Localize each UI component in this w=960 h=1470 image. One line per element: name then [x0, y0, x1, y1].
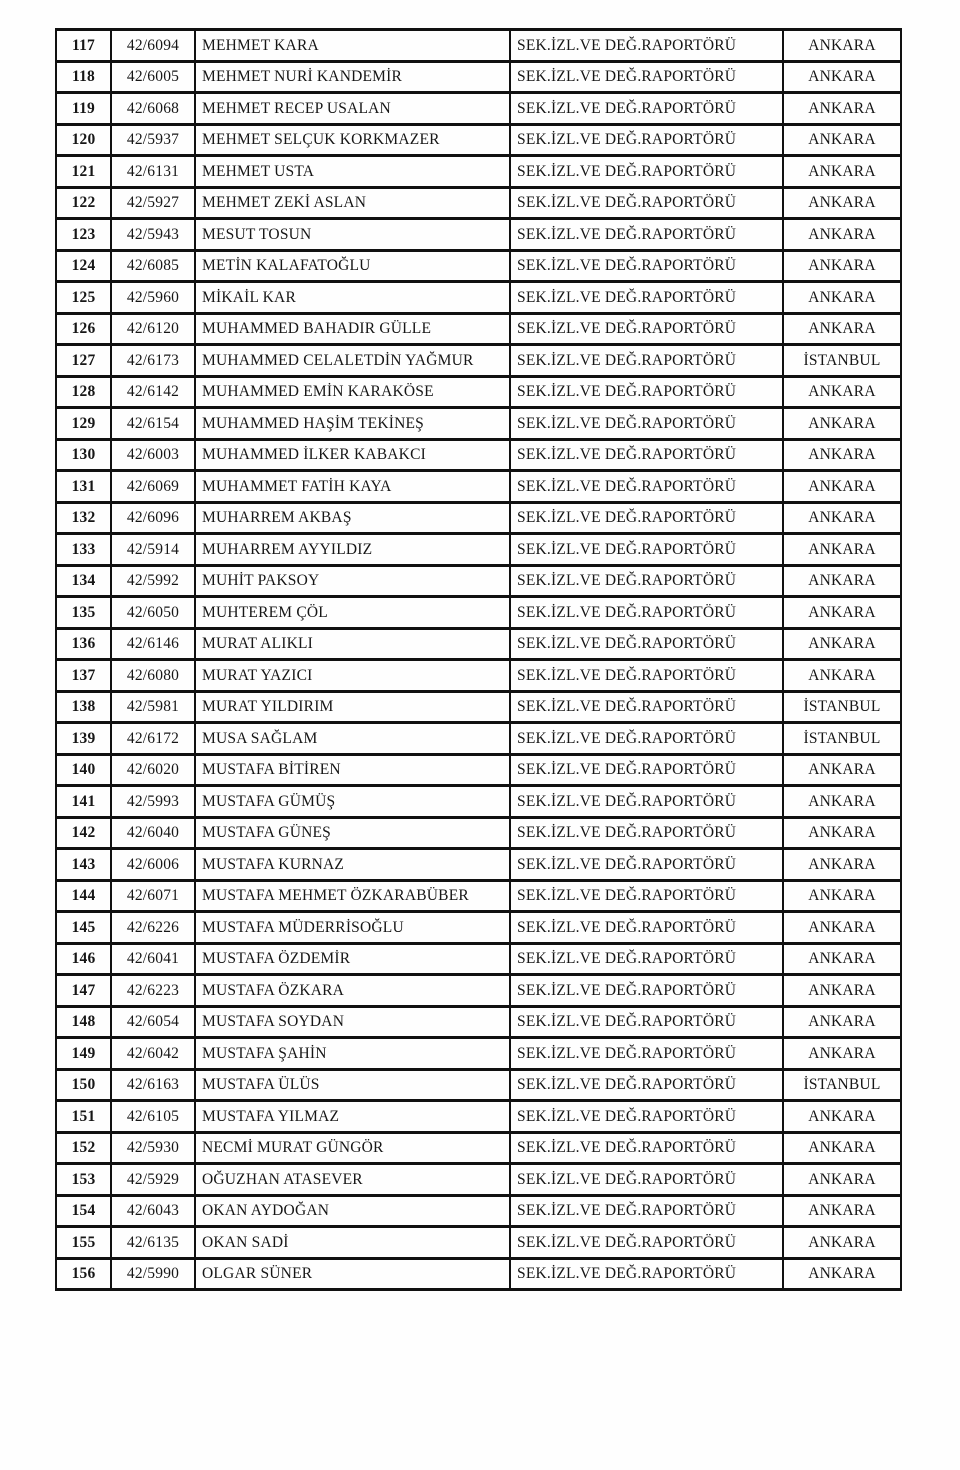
name-cell: OKAN AYDOĞAN [195, 1195, 510, 1227]
table-row [56, 502, 901, 534]
row-number-cell: 138 [56, 691, 111, 723]
city-cell: ANKARA [783, 250, 901, 282]
city-cell: ANKARA [783, 597, 901, 629]
table-row [56, 219, 901, 251]
name-cell: MEHMET RECEP USALAN [195, 93, 510, 125]
name-cell: MESUT TOSUN [195, 219, 510, 251]
title-cell: SEK.İZL.VE DEĞ.RAPORTÖRÜ [510, 30, 783, 62]
name-cell: MUSTAFA ÖZDEMİR [195, 943, 510, 975]
title-cell: SEK.İZL.VE DEĞ.RAPORTÖRÜ [510, 597, 783, 629]
name-cell: MEHMET USTA [195, 156, 510, 188]
city-cell: ANKARA [783, 219, 901, 251]
city-cell: ANKARA [783, 628, 901, 660]
name-cell: OKAN SADİ [195, 1227, 510, 1259]
title-cell: SEK.İZL.VE DEĞ.RAPORTÖRÜ [510, 786, 783, 818]
registry-no-cell: 42/6085 [111, 250, 195, 282]
registry-no-cell: 42/5929 [111, 1164, 195, 1196]
title-cell: SEK.İZL.VE DEĞ.RAPORTÖRÜ [510, 1069, 783, 1101]
table-row [56, 817, 901, 849]
name-cell: MURAT ALIKLI [195, 628, 510, 660]
registry-no-cell: 42/5993 [111, 786, 195, 818]
table-row [56, 93, 901, 125]
registry-no-cell: 42/6131 [111, 156, 195, 188]
table-row [56, 187, 901, 219]
name-cell: MURAT YAZICI [195, 660, 510, 692]
table-row [56, 1069, 901, 1101]
title-cell: SEK.İZL.VE DEĞ.RAPORTÖRÜ [510, 534, 783, 566]
city-cell: ANKARA [783, 156, 901, 188]
name-cell: METİN KALAFATOĞLU [195, 250, 510, 282]
registry-no-cell: 42/5937 [111, 124, 195, 156]
registry-no-cell: 42/5927 [111, 187, 195, 219]
table-row [56, 408, 901, 440]
title-cell: SEK.İZL.VE DEĞ.RAPORTÖRÜ [510, 1038, 783, 1070]
title-cell: SEK.İZL.VE DEĞ.RAPORTÖRÜ [510, 1164, 783, 1196]
table-row [56, 943, 901, 975]
registry-no-cell: 42/6094 [111, 30, 195, 62]
row-number-cell: 143 [56, 849, 111, 881]
title-cell: SEK.İZL.VE DEĞ.RAPORTÖRÜ [510, 723, 783, 755]
city-cell: ANKARA [783, 376, 901, 408]
registry-no-cell: 42/5990 [111, 1258, 195, 1290]
row-number-cell: 131 [56, 471, 111, 503]
city-cell: İSTANBUL [783, 691, 901, 723]
name-cell: MUSTAFA YILMAZ [195, 1101, 510, 1133]
table-row [56, 1006, 901, 1038]
city-cell: ANKARA [783, 282, 901, 314]
table-row [56, 1038, 901, 1070]
personnel-table-body [56, 30, 901, 1290]
table-row [56, 534, 901, 566]
title-cell: SEK.İZL.VE DEĞ.RAPORTÖRÜ [510, 61, 783, 93]
row-number-cell: 146 [56, 943, 111, 975]
city-cell: ANKARA [783, 471, 901, 503]
city-cell: ANKARA [783, 1038, 901, 1070]
name-cell: MUSA SAĞLAM [195, 723, 510, 755]
title-cell: SEK.İZL.VE DEĞ.RAPORTÖRÜ [510, 439, 783, 471]
title-cell: SEK.İZL.VE DEĞ.RAPORTÖRÜ [510, 250, 783, 282]
table-row [56, 975, 901, 1007]
row-number-cell: 118 [56, 61, 111, 93]
registry-no-cell: 42/6071 [111, 880, 195, 912]
table-row [56, 1101, 901, 1133]
table-row [56, 30, 901, 62]
title-cell: SEK.İZL.VE DEĞ.RAPORTÖRÜ [510, 565, 783, 597]
city-cell: İSTANBUL [783, 1069, 901, 1101]
city-cell: ANKARA [783, 912, 901, 944]
row-number-cell: 136 [56, 628, 111, 660]
title-cell: SEK.İZL.VE DEĞ.RAPORTÖRÜ [510, 1101, 783, 1133]
name-cell: MUSTAFA MEHMET ÖZKARABÜBER [195, 880, 510, 912]
city-cell: ANKARA [783, 1195, 901, 1227]
table-row [56, 1164, 901, 1196]
table-row [56, 754, 901, 786]
registry-no-cell: 42/6054 [111, 1006, 195, 1038]
title-cell: SEK.İZL.VE DEĞ.RAPORTÖRÜ [510, 1195, 783, 1227]
name-cell: MUSTAFA BİTİREN [195, 754, 510, 786]
row-number-cell: 140 [56, 754, 111, 786]
row-number-cell: 152 [56, 1132, 111, 1164]
row-number-cell: 151 [56, 1101, 111, 1133]
title-cell: SEK.İZL.VE DEĞ.RAPORTÖRÜ [510, 156, 783, 188]
name-cell: MUHAMMED BAHADIR GÜLLE [195, 313, 510, 345]
name-cell: MEHMET ZEKİ ASLAN [195, 187, 510, 219]
title-cell: SEK.İZL.VE DEĞ.RAPORTÖRÜ [510, 219, 783, 251]
registry-no-cell: 42/5914 [111, 534, 195, 566]
registry-no-cell: 42/6096 [111, 502, 195, 534]
city-cell: ANKARA [783, 61, 901, 93]
name-cell: MUSTAFA MÜDERRİSOĞLU [195, 912, 510, 944]
row-number-cell: 154 [56, 1195, 111, 1227]
registry-no-cell: 42/6005 [111, 61, 195, 93]
city-cell: ANKARA [783, 1132, 901, 1164]
registry-no-cell: 42/6226 [111, 912, 195, 944]
city-cell: ANKARA [783, 502, 901, 534]
name-cell: MUHAMMED EMİN KARAKÖSE [195, 376, 510, 408]
table-row [56, 912, 901, 944]
name-cell: MUHAMMET FATİH KAYA [195, 471, 510, 503]
table-row [56, 313, 901, 345]
row-number-cell: 121 [56, 156, 111, 188]
name-cell: OLGAR SÜNER [195, 1258, 510, 1290]
name-cell: MİKAİL KAR [195, 282, 510, 314]
name-cell: MUSTAFA KURNAZ [195, 849, 510, 881]
registry-no-cell: 42/6069 [111, 471, 195, 503]
title-cell: SEK.İZL.VE DEĞ.RAPORTÖRÜ [510, 660, 783, 692]
title-cell: SEK.İZL.VE DEĞ.RAPORTÖRÜ [510, 471, 783, 503]
row-number-cell: 123 [56, 219, 111, 251]
name-cell: MEHMET NURİ KANDEMİR [195, 61, 510, 93]
city-cell: ANKARA [783, 849, 901, 881]
title-cell: SEK.İZL.VE DEĞ.RAPORTÖRÜ [510, 975, 783, 1007]
registry-no-cell: 42/6172 [111, 723, 195, 755]
title-cell: SEK.İZL.VE DEĞ.RAPORTÖRÜ [510, 943, 783, 975]
registry-no-cell: 42/6173 [111, 345, 195, 377]
registry-no-cell: 42/5943 [111, 219, 195, 251]
table-row [56, 660, 901, 692]
row-number-cell: 129 [56, 408, 111, 440]
table-row [56, 723, 901, 755]
name-cell: MUSTAFA SOYDAN [195, 1006, 510, 1038]
name-cell: OĞUZHAN ATASEVER [195, 1164, 510, 1196]
title-cell: SEK.İZL.VE DEĞ.RAPORTÖRÜ [510, 408, 783, 440]
row-number-cell: 148 [56, 1006, 111, 1038]
name-cell: MUSTAFA ÜLÜS [195, 1069, 510, 1101]
name-cell: MUHARREM AYYILDIZ [195, 534, 510, 566]
title-cell: SEK.İZL.VE DEĞ.RAPORTÖRÜ [510, 880, 783, 912]
row-number-cell: 141 [56, 786, 111, 818]
title-cell: SEK.İZL.VE DEĞ.RAPORTÖRÜ [510, 502, 783, 534]
table-row [56, 1195, 901, 1227]
row-number-cell: 156 [56, 1258, 111, 1290]
table-row [56, 1132, 901, 1164]
table-row [56, 345, 901, 377]
registry-no-cell: 42/6068 [111, 93, 195, 125]
table-row [56, 471, 901, 503]
row-number-cell: 147 [56, 975, 111, 1007]
registry-no-cell: 42/6142 [111, 376, 195, 408]
city-cell: ANKARA [783, 660, 901, 692]
table-row [56, 1227, 901, 1259]
name-cell: MUHAMMED İLKER KABAKCI [195, 439, 510, 471]
table-row [56, 156, 901, 188]
name-cell: NECMİ MURAT GÜNGÖR [195, 1132, 510, 1164]
city-cell: ANKARA [783, 124, 901, 156]
title-cell: SEK.İZL.VE DEĞ.RAPORTÖRÜ [510, 124, 783, 156]
row-number-cell: 130 [56, 439, 111, 471]
table-row [56, 1258, 901, 1290]
city-cell: ANKARA [783, 439, 901, 471]
row-number-cell: 153 [56, 1164, 111, 1196]
personnel-table [55, 28, 902, 1291]
registry-no-cell: 42/6006 [111, 849, 195, 881]
title-cell: SEK.İZL.VE DEĞ.RAPORTÖRÜ [510, 1258, 783, 1290]
name-cell: MEHMET KARA [195, 30, 510, 62]
row-number-cell: 134 [56, 565, 111, 597]
registry-no-cell: 42/6223 [111, 975, 195, 1007]
title-cell: SEK.İZL.VE DEĞ.RAPORTÖRÜ [510, 912, 783, 944]
registry-no-cell: 42/6043 [111, 1195, 195, 1227]
city-cell: ANKARA [783, 1227, 901, 1259]
registry-no-cell: 42/6154 [111, 408, 195, 440]
city-cell: ANKARA [783, 817, 901, 849]
table-row [56, 565, 901, 597]
name-cell: MUSTAFA ŞAHİN [195, 1038, 510, 1070]
name-cell: MUHARREM AKBAŞ [195, 502, 510, 534]
city-cell: ANKARA [783, 93, 901, 125]
row-number-cell: 149 [56, 1038, 111, 1070]
title-cell: SEK.İZL.VE DEĞ.RAPORTÖRÜ [510, 1006, 783, 1038]
row-number-cell: 124 [56, 250, 111, 282]
city-cell: İSTANBUL [783, 723, 901, 755]
table-row [56, 439, 901, 471]
table-row [56, 376, 901, 408]
city-cell: ANKARA [783, 975, 901, 1007]
registry-no-cell: 42/5930 [111, 1132, 195, 1164]
row-number-cell: 132 [56, 502, 111, 534]
city-cell: İSTANBUL [783, 345, 901, 377]
table-row [56, 61, 901, 93]
row-number-cell: 142 [56, 817, 111, 849]
registry-no-cell: 42/6003 [111, 439, 195, 471]
name-cell: MUHAMMED HAŞİM TEKİNEŞ [195, 408, 510, 440]
registry-no-cell: 42/5960 [111, 282, 195, 314]
city-cell: ANKARA [783, 754, 901, 786]
row-number-cell: 139 [56, 723, 111, 755]
row-number-cell: 128 [56, 376, 111, 408]
registry-no-cell: 42/6135 [111, 1227, 195, 1259]
title-cell: SEK.İZL.VE DEĞ.RAPORTÖRÜ [510, 754, 783, 786]
name-cell: MUSTAFA ÖZKARA [195, 975, 510, 1007]
title-cell: SEK.İZL.VE DEĞ.RAPORTÖRÜ [510, 1227, 783, 1259]
title-cell: SEK.İZL.VE DEĞ.RAPORTÖRÜ [510, 313, 783, 345]
title-cell: SEK.İZL.VE DEĞ.RAPORTÖRÜ [510, 282, 783, 314]
table-row [56, 597, 901, 629]
city-cell: ANKARA [783, 565, 901, 597]
title-cell: SEK.İZL.VE DEĞ.RAPORTÖRÜ [510, 817, 783, 849]
registry-no-cell: 42/6041 [111, 943, 195, 975]
name-cell: MUHİT PAKSOY [195, 565, 510, 597]
name-cell: MUHTEREM ÇÖL [195, 597, 510, 629]
registry-no-cell: 42/6042 [111, 1038, 195, 1070]
title-cell: SEK.İZL.VE DEĞ.RAPORTÖRÜ [510, 628, 783, 660]
city-cell: ANKARA [783, 313, 901, 345]
row-number-cell: 117 [56, 30, 111, 62]
title-cell: SEK.İZL.VE DEĞ.RAPORTÖRÜ [510, 1132, 783, 1164]
city-cell: ANKARA [783, 943, 901, 975]
city-cell: ANKARA [783, 786, 901, 818]
city-cell: ANKARA [783, 1006, 901, 1038]
registry-no-cell: 42/6120 [111, 313, 195, 345]
city-cell: ANKARA [783, 1101, 901, 1133]
table-row [56, 786, 901, 818]
title-cell: SEK.İZL.VE DEĞ.RAPORTÖRÜ [510, 691, 783, 723]
row-number-cell: 155 [56, 1227, 111, 1259]
table-row [56, 628, 901, 660]
registry-no-cell: 42/6080 [111, 660, 195, 692]
registry-no-cell: 42/5992 [111, 565, 195, 597]
name-cell: MUHAMMED CELALETDİN YAĞMUR [195, 345, 510, 377]
registry-no-cell: 42/6105 [111, 1101, 195, 1133]
table-row [56, 250, 901, 282]
row-number-cell: 126 [56, 313, 111, 345]
city-cell: ANKARA [783, 408, 901, 440]
row-number-cell: 150 [56, 1069, 111, 1101]
row-number-cell: 127 [56, 345, 111, 377]
registry-no-cell: 42/6163 [111, 1069, 195, 1101]
row-number-cell: 133 [56, 534, 111, 566]
row-number-cell: 145 [56, 912, 111, 944]
city-cell: ANKARA [783, 534, 901, 566]
city-cell: ANKARA [783, 187, 901, 219]
row-number-cell: 137 [56, 660, 111, 692]
registry-no-cell: 42/6146 [111, 628, 195, 660]
table-row [56, 849, 901, 881]
title-cell: SEK.İZL.VE DEĞ.RAPORTÖRÜ [510, 376, 783, 408]
registry-no-cell: 42/6020 [111, 754, 195, 786]
city-cell: ANKARA [783, 1164, 901, 1196]
registry-no-cell: 42/6040 [111, 817, 195, 849]
city-cell: ANKARA [783, 1258, 901, 1290]
row-number-cell: 122 [56, 187, 111, 219]
table-row [56, 880, 901, 912]
name-cell: MUSTAFA GÜMÜŞ [195, 786, 510, 818]
name-cell: MURAT YILDIRIM [195, 691, 510, 723]
row-number-cell: 120 [56, 124, 111, 156]
table-row [56, 124, 901, 156]
row-number-cell: 135 [56, 597, 111, 629]
table-row [56, 282, 901, 314]
title-cell: SEK.İZL.VE DEĞ.RAPORTÖRÜ [510, 345, 783, 377]
city-cell: ANKARA [783, 880, 901, 912]
title-cell: SEK.İZL.VE DEĞ.RAPORTÖRÜ [510, 93, 783, 125]
title-cell: SEK.İZL.VE DEĞ.RAPORTÖRÜ [510, 849, 783, 881]
city-cell: ANKARA [783, 30, 901, 62]
row-number-cell: 125 [56, 282, 111, 314]
title-cell: SEK.İZL.VE DEĞ.RAPORTÖRÜ [510, 187, 783, 219]
table-row [56, 691, 901, 723]
registry-no-cell: 42/6050 [111, 597, 195, 629]
row-number-cell: 144 [56, 880, 111, 912]
name-cell: MEHMET SELÇUK KORKMAZER [195, 124, 510, 156]
name-cell: MUSTAFA GÜNEŞ [195, 817, 510, 849]
registry-no-cell: 42/5981 [111, 691, 195, 723]
row-number-cell: 119 [56, 93, 111, 125]
